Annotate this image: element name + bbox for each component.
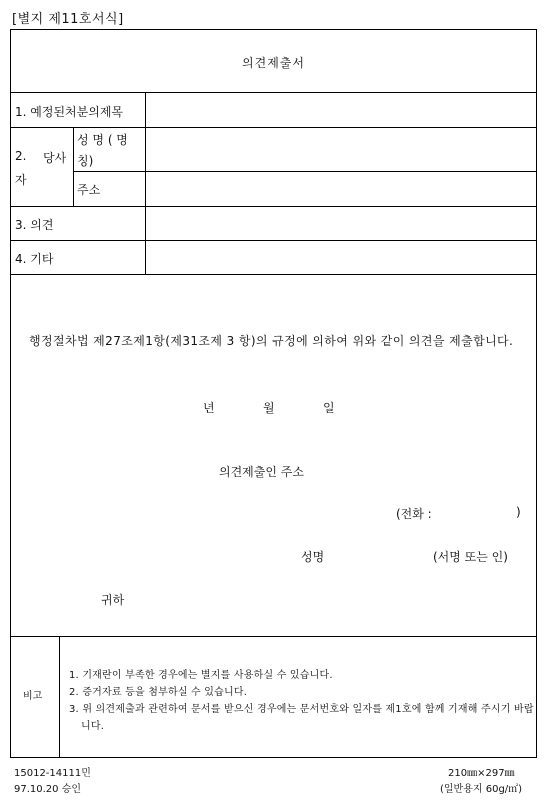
form-frame <box>10 29 537 758</box>
form-title: 의견제출서 <box>242 56 305 70</box>
remark-item: 2. 증거자료 등을 첨부하실 수 있습니다. <box>69 687 248 698</box>
party-label: 당사 <box>43 151 67 165</box>
signature-label: (서명 또는 인) <box>433 550 508 564</box>
approval-date: 97.10.20 승인 <box>14 784 82 795</box>
other-label: 4. 기타 <box>15 252 54 266</box>
divider <box>11 206 536 207</box>
address-label: 주소 <box>77 183 101 197</box>
form-number-label: [별지 제11호서식] <box>12 12 124 27</box>
form-code: 15012-14111민 <box>14 768 91 779</box>
recipient-label: 귀하 <box>101 593 125 607</box>
date-year-label: 년 <box>203 401 215 415</box>
name-label: 성 명 ( 명 <box>77 133 128 147</box>
phone-label: (전화 : <box>396 507 432 521</box>
divider <box>73 171 536 172</box>
divider <box>145 92 146 274</box>
divider <box>59 636 60 757</box>
date-day-label: 일 <box>323 401 335 415</box>
phone-close: ) <box>516 505 521 519</box>
statement-text: 행정절차법 제27조제1항(제31조제 3 항)의 규정에 의하여 위와 같이 의견을 제출합니다. <box>29 334 514 348</box>
remark-item: 1. 기재란이 부족한 경우에는 별지를 사용하실 수 있습니다. <box>69 670 333 681</box>
divider <box>11 636 536 637</box>
date-month-label: 월 <box>263 401 275 415</box>
paper-type: (일반용지 60g/㎡) <box>440 784 523 795</box>
divider <box>11 274 536 275</box>
remark-item: 3. 위 의견제출과 관련하여 문서를 받으신 경우에는 문서번호와 일자를 제1호에 함께 기재해 주시기 바랍 <box>69 704 534 715</box>
divider <box>11 92 536 93</box>
paper-size: 210㎜×297㎜ <box>448 768 515 779</box>
remark-item: 니다. <box>81 721 105 732</box>
party-label-cont: 자 <box>15 173 27 187</box>
remarks-label: 비고 <box>23 691 43 702</box>
divider <box>11 127 536 128</box>
name-signature-label: 성명 <box>301 550 325 564</box>
divider <box>73 127 74 206</box>
submitter-address-label: 의견제출인 주소 <box>219 465 304 479</box>
opinion-label: 3. 의견 <box>15 218 54 232</box>
party-number-label: 2. <box>15 149 27 163</box>
name-label-cont: 칭) <box>77 154 94 168</box>
divider <box>11 240 536 241</box>
disposition-title-label: 1. 예정된처분의제목 <box>15 105 124 119</box>
